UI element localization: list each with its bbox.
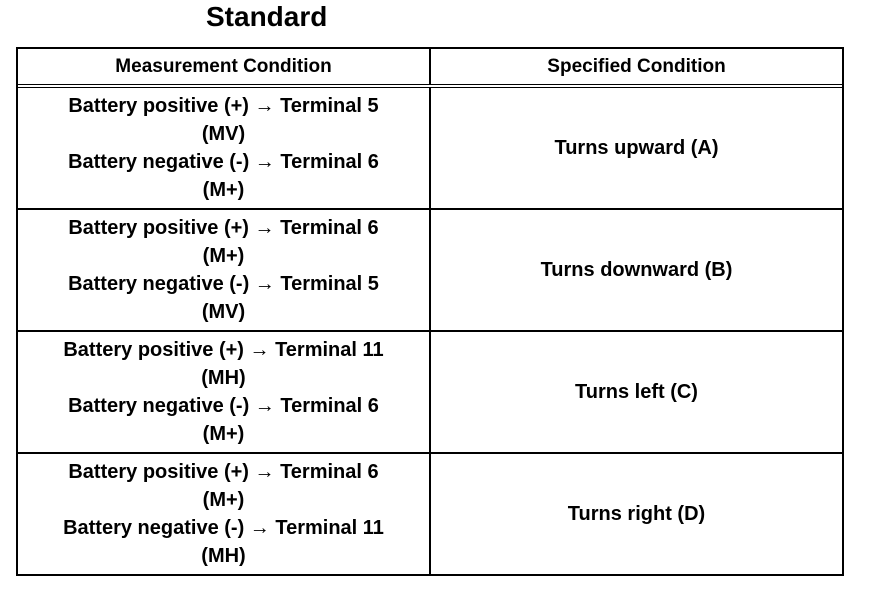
specified-condition-cell: [431, 88, 842, 208]
table-header-row: [18, 49, 842, 88]
specified-condition-text: Turns left (C): [575, 381, 698, 403]
measurement-condition-cell: [18, 454, 431, 574]
specified-condition-cell: [431, 454, 842, 574]
measurement-condition-cell: [18, 332, 431, 452]
measurement-condition-text: Battery positive (+) → Terminal 6 (M+) Battery negative (-) → Terminal 11 (MH): [63, 461, 384, 567]
table-row: [18, 332, 842, 454]
measurement-condition-text: Battery positive (+) → Terminal 6 (M+) Battery negative (-) → Terminal 5 (MV): [68, 217, 379, 323]
table-row: [18, 454, 842, 574]
page-title: Standard: [206, 1, 328, 32]
specified-condition-cell: [431, 332, 842, 452]
specified-condition-text: Turns downward (B): [540, 259, 733, 281]
standard-table: [16, 47, 844, 576]
header-measurement-condition: Measurement Condition: [18, 49, 431, 84]
header-specified-condition: Specified Condition: [547, 55, 726, 77]
table-row: [18, 88, 842, 210]
measurement-condition-text: Battery positive (+) → Terminal 11 (MH) Battery negative (-) → Terminal 6 (M+): [63, 339, 384, 445]
specified-condition-text: Turns right (D): [567, 503, 706, 525]
table-row: [18, 210, 842, 332]
specified-condition-cell: [431, 210, 842, 330]
measurement-condition-cell: [18, 88, 431, 208]
measurement-condition-cell: [18, 210, 431, 330]
specified-condition-text: Turns upward (A): [554, 137, 719, 159]
measurement-condition-text: Battery positive (+) → Terminal 5 (MV) Battery negative (-) → Terminal 6 (M+): [68, 95, 379, 201]
